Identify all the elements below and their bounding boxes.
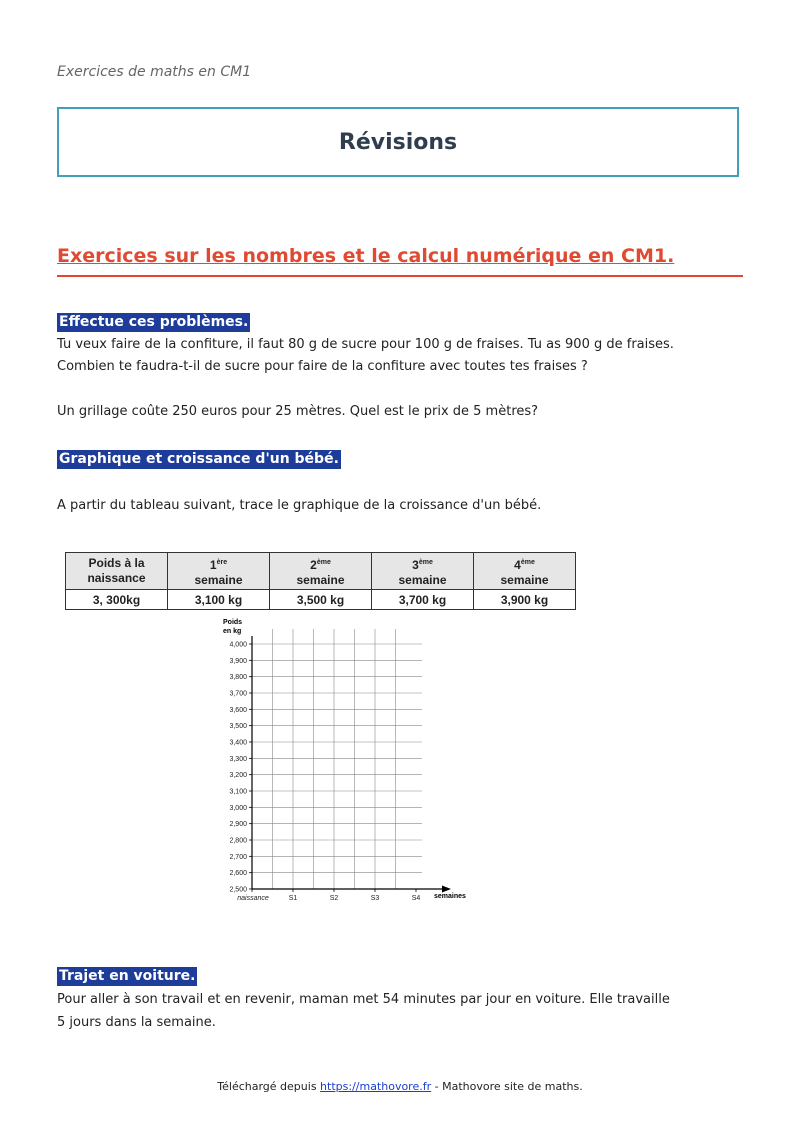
table-header-cell <box>270 553 372 590</box>
table-row <box>66 590 576 610</box>
footer-link[interactable]: https://mathovore.fr <box>320 1080 432 1093</box>
footer <box>0 1080 800 1093</box>
section-title: Exercices sur les nombres et le calcul numérique en CM1. <box>57 245 743 277</box>
y-tick-label: 3,800 <box>229 674 247 682</box>
x-tick-label: S3 <box>370 895 380 902</box>
table-cell: 3,100 kg <box>168 590 270 610</box>
header-number: 1 <box>209 557 217 572</box>
header-line: semaine <box>194 572 243 587</box>
y-tick-label: 3,600 <box>229 706 247 714</box>
header-line: Poids à la <box>88 556 145 570</box>
weights-table <box>65 552 576 610</box>
y-tick-label: 2,800 <box>229 837 247 845</box>
y-axis-label: Poids <box>223 619 243 626</box>
y-tick-label: 3,000 <box>229 804 247 812</box>
exercise-text: Combien te faudra-t-il de sucre pour faire de la confiture avec toutes tes fraises ? <box>57 359 588 374</box>
header-number: 3 <box>412 557 419 572</box>
y-tick-label: 3,200 <box>229 772 247 780</box>
y-tick-label: 2,900 <box>229 821 247 829</box>
exercise-badge-car-trip: Trajet en voiture. <box>59 968 196 984</box>
header-line: semaine <box>296 572 345 587</box>
y-tick-label: 3,900 <box>229 657 247 665</box>
header-sup: ère <box>216 558 228 566</box>
header-number: 2 <box>310 557 317 572</box>
header-sup: ème <box>316 558 331 566</box>
exercise-text: 5 jours dans la semaine. <box>57 1015 216 1030</box>
table-cell: 3,700 kg <box>372 590 474 610</box>
header-line: semaine <box>398 572 447 587</box>
exercise-text: Tu veux faire de la confiture, il faut 80 g de sucre pour 100 g de fraises. Tu as 900 g de fraises. <box>57 337 674 352</box>
y-tick-label: 3,400 <box>229 739 247 747</box>
header-line: naissance <box>87 571 146 585</box>
growth-chart <box>215 612 485 907</box>
table-header-cell <box>474 553 576 590</box>
exercise-text: Pour aller à son travail et en revenir, maman met 54 minutes par jour en voiture. Elle travaille <box>57 992 670 1007</box>
x-axis-label: semaines <box>434 893 466 900</box>
y-tick-label: 2,500 <box>229 886 247 894</box>
exercise-badge-problems: Effectue ces problèmes. <box>59 314 249 330</box>
x-tick-label: S1 <box>288 895 298 902</box>
y-axis-label: en kg <box>223 628 242 635</box>
header-number: 4 <box>514 557 521 572</box>
x-tick-label: S2 <box>329 895 339 902</box>
exercise-text: Un grillage coûte 250 euros pour 25 mètres. Quel est le prix de 5 mètres? <box>57 404 539 419</box>
table-header-cell <box>168 553 270 590</box>
x-tick-label: naissance <box>237 895 269 902</box>
table-header-cell <box>66 553 168 590</box>
table-header-cell <box>372 553 474 590</box>
y-tick-label: 3,700 <box>229 690 247 698</box>
chart-grid <box>252 629 422 889</box>
header-line: semaine <box>500 572 549 587</box>
y-tick-label: 2,600 <box>229 870 247 878</box>
header-sup: ème <box>418 558 433 566</box>
y-tick-label: 3,300 <box>229 755 247 763</box>
footer-prefix: Téléchargé depuis <box>217 1080 321 1093</box>
y-tick-label: 3,500 <box>229 723 247 731</box>
page-title: Révisions <box>338 129 458 155</box>
y-tick-label: 4,000 <box>229 641 247 649</box>
title-box <box>57 107 739 177</box>
table-cell: 3,500 kg <box>270 590 372 610</box>
x-tick-label: S4 <box>411 895 421 902</box>
table-cell: 3,900 kg <box>474 590 576 610</box>
x-axis-arrow <box>442 886 451 893</box>
exercise-badge-graph: Graphique et croissance d'un bébé. <box>59 451 339 467</box>
page-header: Exercices de maths en CM1 <box>57 64 252 80</box>
table-header-row <box>66 553 576 590</box>
table-cell: 3, 300kg <box>66 590 168 610</box>
y-tick-label: 3,100 <box>229 788 247 796</box>
footer-suffix: - Mathovore site de maths. <box>431 1080 583 1093</box>
header-sup: ème <box>520 558 535 566</box>
y-tick-label: 2,700 <box>229 853 247 861</box>
exercise-text: A partir du tableau suivant, trace le graphique de la croissance d'un bébé. <box>57 498 542 513</box>
chart-ticks <box>229 642 420 903</box>
